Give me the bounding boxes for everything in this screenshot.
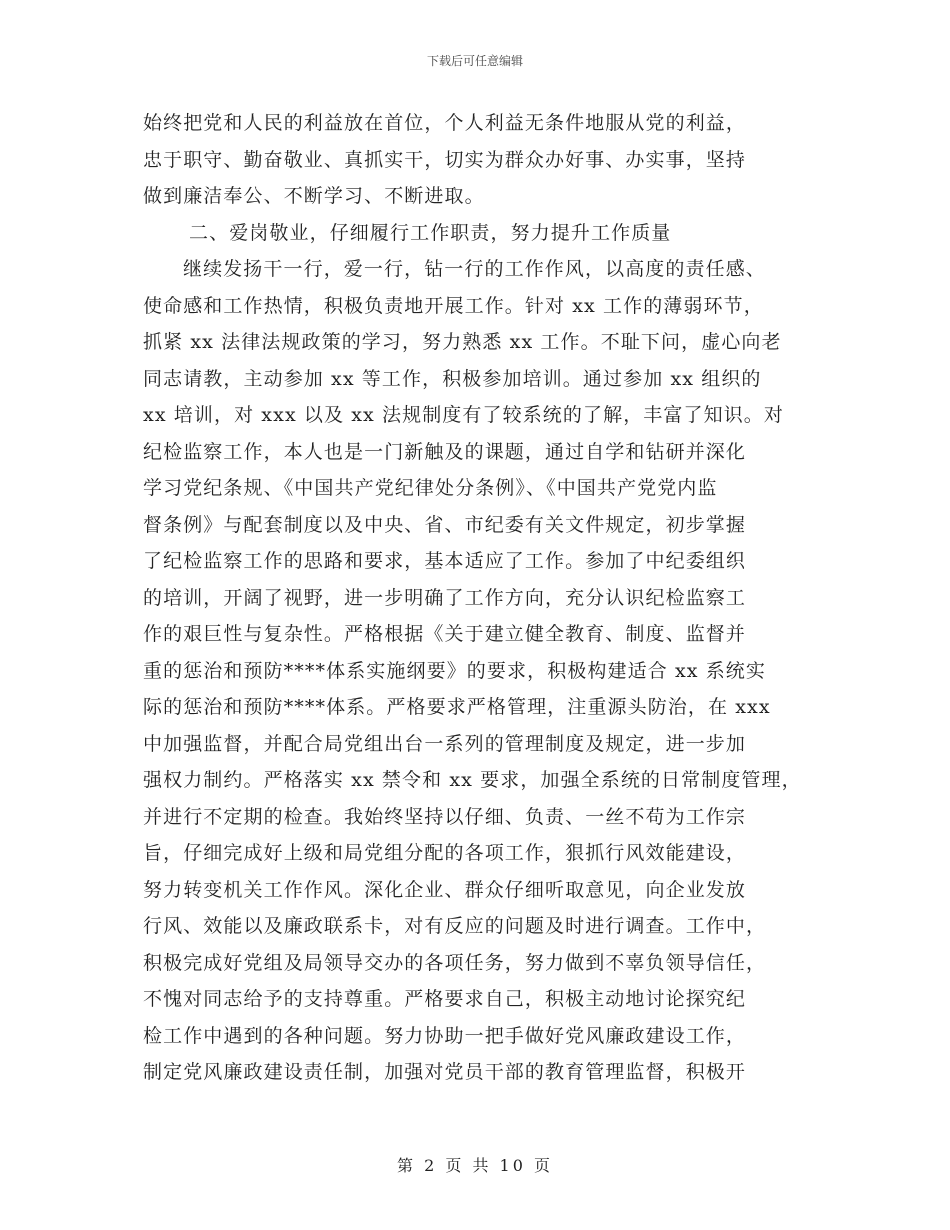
text-line: 的培训，开阔了视野，进一步明确了工作方向，充分认识纪检监察工 [143, 586, 747, 609]
text-line: 使命感和工作热情，积极负责地开展工作。针对 xx 工作的薄弱环节， [143, 294, 764, 317]
text-line: 纪检监察工作，本人也是一门新触及的课题，通过自学和钻研并深化 [143, 440, 747, 463]
text-line: 际的惩治和预防****体系。严格要求严格管理，注重源头防治，在 xxx [143, 696, 771, 718]
text-line: 作的艰巨性与复杂性。严格根据《关于建立健全教育、制度、监督并 [143, 623, 747, 645]
text-line: 同志请教，主动参加 xx 等工作，积极参加培训。通过参加 xx 组织的 [143, 367, 762, 390]
text-line: 始终把党和人民的利益放在首位，个人利益无条件地服从党的利益， [143, 112, 747, 134]
text-line: 不愧对同志给予的支持尊重。严格要求自己，积极主动地讨论探究纪 [143, 988, 747, 1010]
page-number-footer: 第 2 页 共 10 页 [397, 1156, 553, 1175]
text-line: 强权力制约。严格落实 xx 禁令和 xx 要求，加强全系统的日常制度管理， [143, 769, 802, 791]
text-line: 制定党风廉政建设责任制，加强对党员干部的教育管理监督，积极开 [143, 1061, 747, 1083]
text-line: 重的惩治和预防****体系实施纲要》的要求，积极构建适合 xx 系统实 [143, 659, 767, 682]
text-line: 了纪检监察工作的思路和要求，基本适应了工作。参加了中纪委组织 [143, 550, 747, 572]
text-line: 旨，仔细完成好上级和局党组分配的各项工作，狠抓行风效能建设， [143, 842, 747, 864]
text-line: 并进行不定期的检查。我始终坚持以仔细、负责、一丝不苟为工作宗 [143, 805, 747, 828]
text-line: 抓紧 xx 法律法规政策的学习，努力熟悉 xx 工作。不耻下问，虚心向老 [143, 331, 782, 353]
paragraph-first-line: 继续发扬干一行，爱一行，钻一行的工作作风，以高度的责任感、 [183, 258, 766, 280]
text-line: 行风、效能以及廉政联系卡，对有反应的问题及时进行调查。工作中， [143, 915, 767, 937]
text-line: 中加强监督，并配合局党组出台一系列的管理制度及规定，进一步加 [143, 732, 747, 755]
section-heading: 二、爱岗敬业，仔细履行工作职责，努力提升工作质量 [189, 221, 672, 244]
text-line: 忠于职守、勤奋敬业、真抓实干，切实为群众办好事、办实事，坚持 [143, 148, 747, 171]
text-line: 学习党纪条规、《中国共产党纪律处分条例》、《中国共产党党内监 [143, 477, 718, 499]
text-line: 做到廉洁奉公、不断学习、不断进取。 [143, 185, 485, 207]
text-line: 努力转变机关工作作风。深化企业、群众仔细听取意见，向企业发放 [143, 878, 747, 901]
text-line: 检工作中遇到的各种问题。努力协助一把手做好党风廉政建设工作， [143, 1024, 747, 1047]
text-line: xx 培训，对 xxx 以及 xx 法规制度有了较系统的了解，丰富了知识。对 [143, 404, 785, 426]
text-line: 积极完成好党组及局领导交办的各项任务，努力做到不辜负领导信任， [143, 951, 767, 974]
text-line: 督条例》与配套制度以及中央、省、市纪委有关文件规定，初步掌握 [143, 513, 747, 536]
page-header-note: 下载后可任意编辑 [426, 54, 523, 68]
document-body [143, 105, 833, 1091]
